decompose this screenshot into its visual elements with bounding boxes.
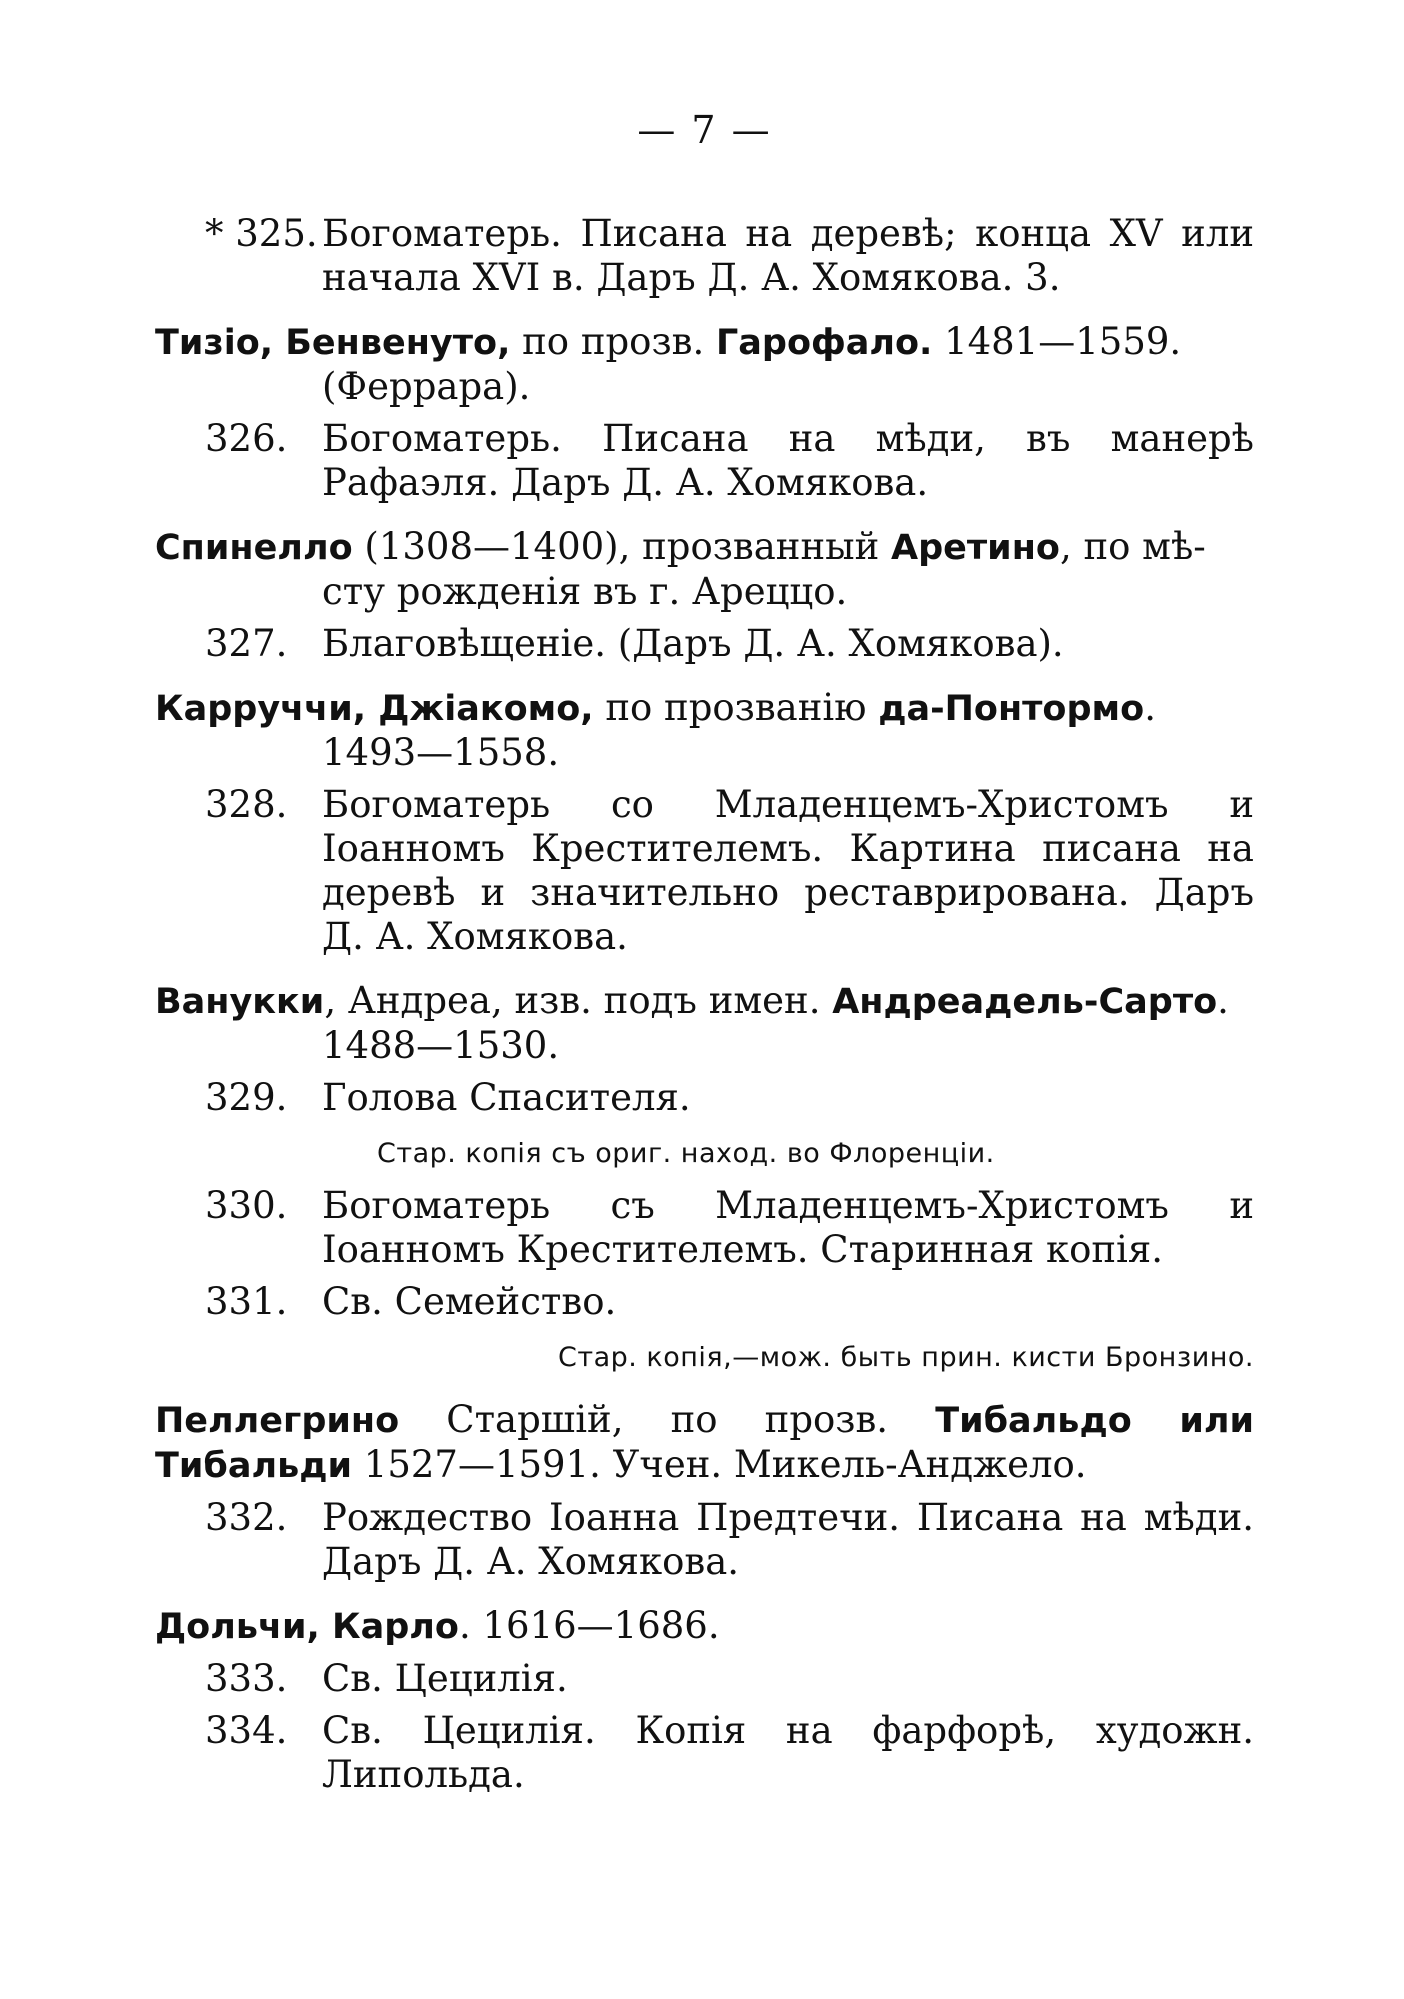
artist-alias: Тибальдо или Тибальди: [155, 1401, 1254, 1486]
artist-info: (1308—1400), прозванный: [352, 525, 892, 568]
artist-dates: .: [1144, 686, 1156, 729]
artist-info: Старшій, по прозв.: [399, 1398, 936, 1441]
artist-info-cont: сту рожденія въ г. Ареццо.: [322, 570, 848, 613]
artist-heading-pellegrino: [155, 1398, 1254, 1488]
catalog-entry-330: [155, 1184, 1254, 1272]
entry-text: Богоматерь. Писана на мѣди, въ манерѣ Рафаэля. Даръ Д. А. Хомякова.: [322, 417, 1254, 504]
catalog-entry-328: [155, 783, 1254, 959]
entry-number: 327.: [205, 622, 288, 665]
artist-info-cont: 1493—1558.: [322, 731, 560, 774]
artist-heading-dolci: [155, 1604, 1254, 1649]
catalog-entry-333: [155, 1657, 1254, 1701]
entry-number: * 325.: [205, 212, 318, 255]
artist-name: Пеллегрино: [155, 1401, 400, 1441]
entry-number: 328.: [205, 783, 288, 826]
entry-note: Стар. копія,—мож. быть прин. кисти Бронзино.: [557, 1342, 1254, 1373]
artist-heading-vanucchi: [155, 979, 1254, 1068]
artist-info-cont: 1488—1530.: [322, 1024, 560, 1067]
artist-alias: Андреадель-Сарто: [832, 982, 1218, 1022]
entry-text: Богоматерь со Младенцемъ-Христомъ и Іоанномъ Крестителемъ. Картина писана на деревѣ и значительно реставрирована. Даръ Д. А. Хомякова.: [322, 783, 1254, 958]
artist-dates: , по мѣ-: [1059, 525, 1206, 568]
artist-name: Спинелло: [155, 528, 353, 568]
artist-info: по прозв.: [510, 320, 716, 363]
artist-info: по прозванію: [593, 686, 879, 729]
artist-name: Дольчи, Карло: [155, 1607, 459, 1647]
artist-alias: да-Понтормо: [878, 689, 1145, 729]
artist-info: , Андреа, изв. подъ имен.: [324, 979, 833, 1022]
entry-text: Св. Цецилія. Копія на фарфорѣ, художн. Липольда.: [322, 1709, 1254, 1796]
catalog-entry-332: [155, 1496, 1254, 1584]
entry-text: Богоматерь. Писана на деревѣ; конца XV или начала XVI в. Даръ Д. А. Хомякова. 3.: [322, 212, 1254, 299]
artist-dates: 1527—1591. Учен. Микель-Анджело.: [352, 1443, 1087, 1486]
catalog-entry-327: [155, 622, 1254, 666]
artist-dates: .: [1217, 979, 1229, 1022]
artist-alias: Аретино: [891, 528, 1060, 568]
entry-number: 334.: [205, 1709, 288, 1752]
entry-text: Благовѣщеніе. (Даръ Д. А. Хомякова).: [322, 622, 1064, 665]
entry-number: 333.: [205, 1657, 288, 1700]
catalog-entry-331: [155, 1280, 1254, 1324]
catalog-entry-325: [155, 212, 1254, 300]
artist-name: Карруччи, Джіакомо,: [155, 689, 594, 729]
artist-heading-tizio: [155, 320, 1254, 409]
artist-heading-carrucci: [155, 686, 1254, 775]
catalog-entry-326: [155, 417, 1254, 505]
entry-number: 329.: [205, 1076, 288, 1119]
page-number: — 7 —: [637, 108, 772, 152]
artist-alias: Гарофало.: [716, 323, 933, 363]
artist-name: Тизіо, Бенвенуто,: [155, 323, 511, 363]
artist-dates: 1481—1559.: [932, 320, 1182, 363]
artist-heading-spinello: [155, 525, 1254, 614]
entry-number: 330.: [205, 1184, 288, 1227]
entry-text: Св. Семейство.: [322, 1280, 617, 1323]
artist-info-cont: (Феррара).: [322, 365, 531, 408]
entry-number: 326.: [205, 417, 288, 460]
entry-number: 331.: [205, 1280, 288, 1323]
artist-name: Ванукки: [155, 982, 325, 1022]
entry-text: Голова Спасителя.: [322, 1076, 691, 1119]
catalog-entry-329: [155, 1076, 1254, 1120]
catalog-entry-334: [155, 1709, 1254, 1797]
entry-number: 332.: [205, 1496, 288, 1539]
entry-text: Рождество Іоанна Предтечи. Писана на мѣди. Даръ Д. А. Хомякова.: [322, 1496, 1254, 1583]
artist-dates: . 1616—1686.: [458, 1604, 720, 1647]
entry-note: Стар. копія съ ориг. наход. во Флоренціи.: [377, 1138, 995, 1169]
entry-text: Богоматерь съ Младенцемъ-Христомъ и Іоанномъ Крестителемъ. Старинная копія.: [322, 1184, 1254, 1271]
entry-text: Св. Цецилія.: [322, 1657, 568, 1700]
